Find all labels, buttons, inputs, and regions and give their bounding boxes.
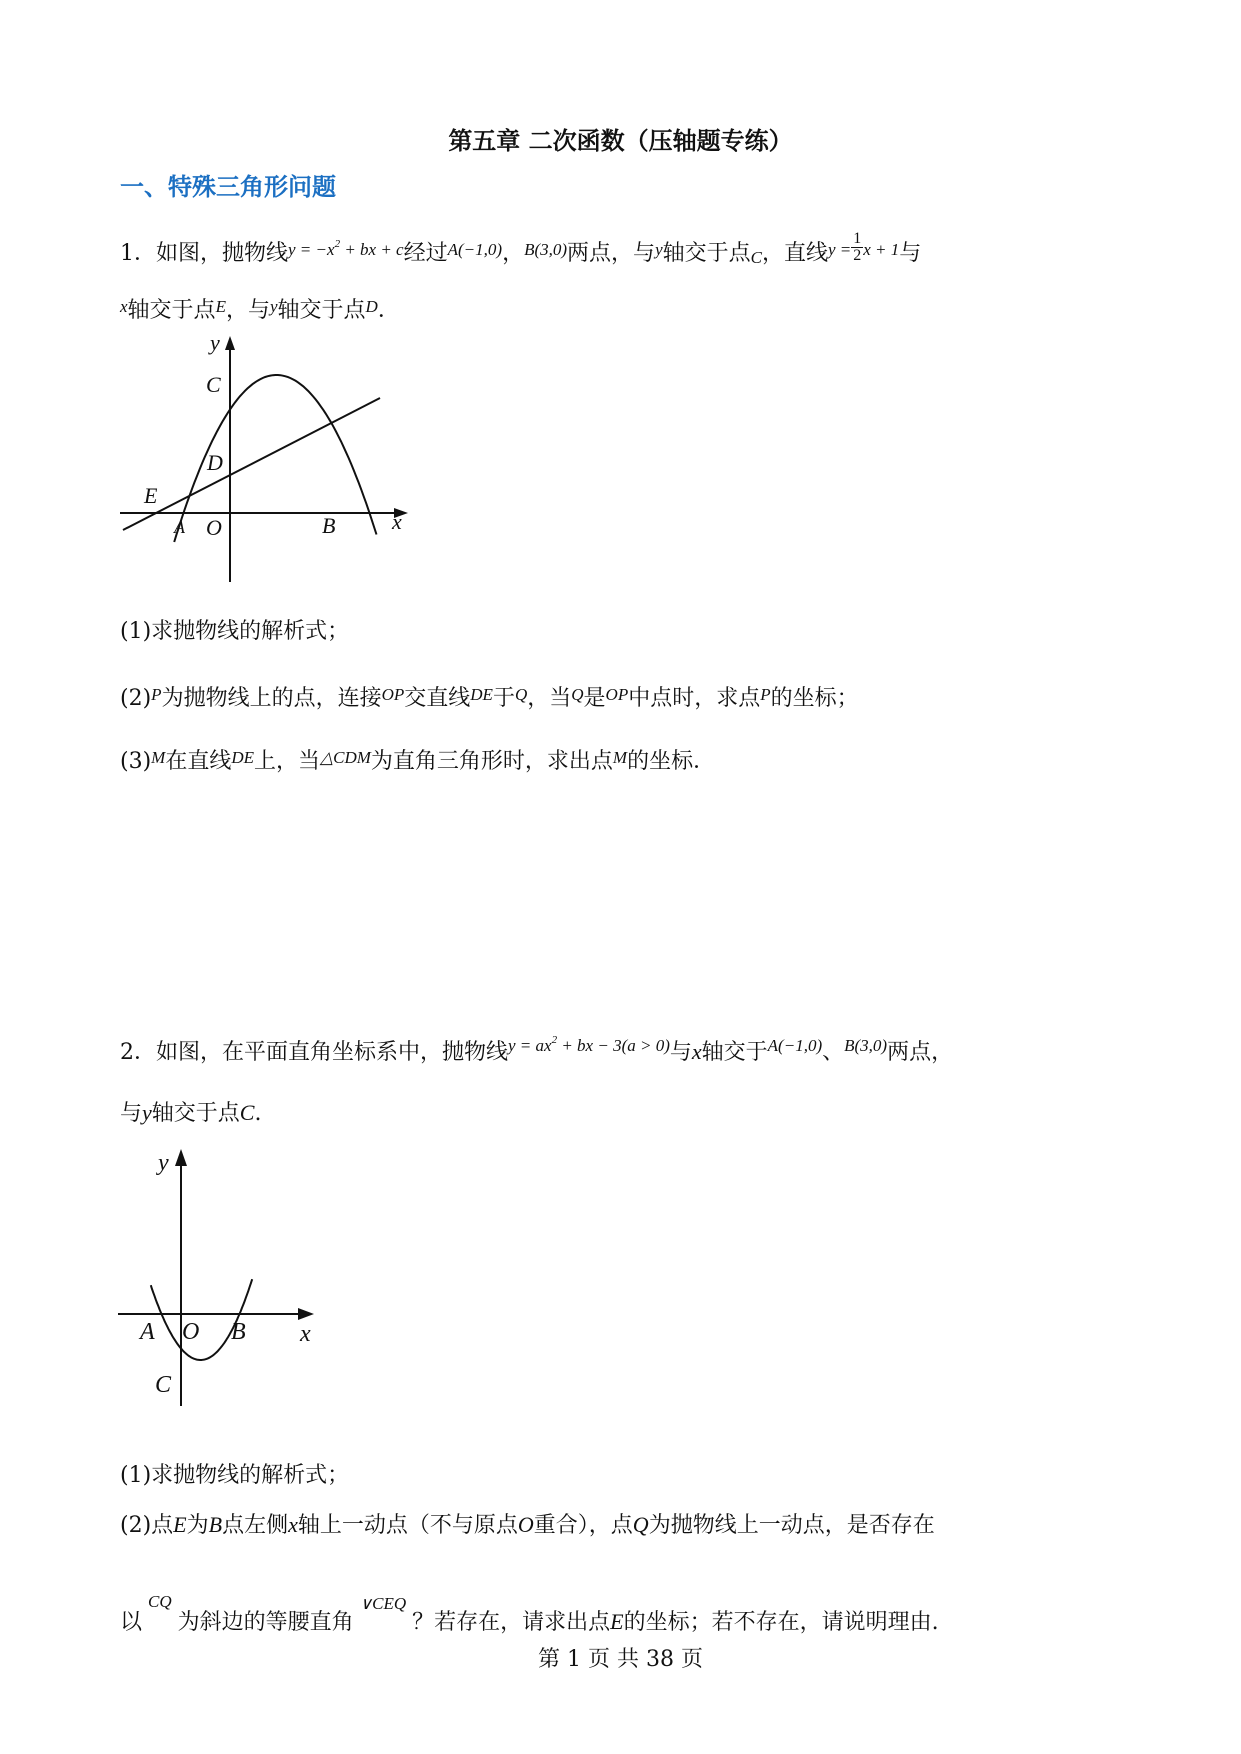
point-a: A(−1,0)	[447, 240, 503, 259]
var-d: D	[365, 297, 378, 316]
point-b: B(3,0)	[844, 1036, 888, 1055]
var-m: M	[612, 748, 628, 767]
problem-1-line-1	[120, 229, 921, 273]
var-x: x	[288, 1512, 298, 1537]
text: 如图，抛物线	[156, 241, 289, 266]
figure-2	[118, 1148, 323, 1408]
point-b: B(3,0)	[524, 240, 568, 259]
label-o: O	[206, 515, 222, 540]
line-de	[123, 398, 380, 530]
separator: ，	[502, 241, 525, 266]
problem-2-line-2: 与y轴交于点C.	[120, 1100, 262, 1126]
var-e: E	[173, 1512, 187, 1537]
var-q: Q	[571, 685, 584, 704]
var-de: DE	[231, 748, 255, 767]
var-de: DE	[470, 685, 493, 704]
parabola-equation: y = ax2 + bx − 3(a > 0)	[508, 1034, 670, 1055]
label-y: y	[210, 330, 220, 355]
var-x: x	[691, 1039, 702, 1064]
problem-1-question-3: $(3)^M$在直线$^{DE}$上，当$^{\triangle CDM}$为直角三角形时，求出点$^M$的坐标．	[120, 748, 716, 774]
text: 轴交于点	[662, 241, 751, 266]
label-a: A	[174, 517, 185, 537]
text: ，与	[225, 298, 270, 323]
problem-number: 2．	[120, 1040, 156, 1065]
label-b: B	[231, 1319, 246, 1345]
var-cq: CQ	[148, 1592, 172, 1611]
label-x: x	[392, 509, 402, 534]
var-p: P	[760, 685, 771, 704]
problem-2-question-2: (2)点E为B点左侧x轴上一动点（不与原点O重合），点Q为抛物线上一动点，是否存在	[120, 1512, 935, 1538]
line-rhs: x + 1	[863, 240, 900, 259]
var-q: Q	[514, 685, 528, 704]
text: 与	[899, 241, 922, 266]
problem-1-question-1: (1)求抛物线的解析式；	[120, 619, 350, 644]
var-y: y	[142, 1100, 152, 1125]
var-c: C	[239, 1100, 255, 1125]
var-e: E	[215, 297, 226, 316]
problem-2-line-1: 2．如图，在平面直角坐标系中，抛物线$^{y = ax^2 + bx - 3(a > 0)}$与x轴交于$^{A(-1,0)}$、$^{B(3,0)}$两点，	[120, 1034, 954, 1065]
problem-1-question-2: $(2)^P$为抛物线上的点，连接$^{OP}$交直线$^{DE}$于$^Q$，当$^Q$是$^{OP}$中点时，求点$^P$的坐标；	[120, 685, 859, 711]
label-y: y	[158, 1150, 169, 1176]
var-o: O	[517, 1512, 534, 1537]
label-d: D	[207, 450, 223, 475]
line-lhs: y =	[827, 240, 852, 259]
y-axis-arrow	[225, 336, 235, 350]
text: ．	[377, 298, 400, 323]
fraction-half: $\frac{1}{2}$	[853, 229, 862, 264]
section-heading: 一、特殊三角形问题	[120, 173, 336, 201]
var-op: OP	[381, 685, 405, 704]
var-c: C	[750, 248, 762, 267]
var-m: M	[151, 748, 166, 767]
var-q: Q	[632, 1512, 649, 1537]
problem-2-question-2-line-2: 以$^{CQ}$为斜边的等腰直角$^{\vee CEQ}$？若存在，请求出点E的坐标；若不存在，请说明理由.	[120, 1592, 939, 1635]
label-a: A	[140, 1319, 155, 1345]
var-y: y	[269, 297, 278, 316]
y-axis-arrow	[175, 1149, 187, 1166]
var-y: y	[655, 240, 663, 259]
triangle-ceq: ∨CEQ	[359, 1594, 407, 1613]
text: ，直线	[761, 241, 828, 266]
var-e: E	[610, 1609, 624, 1634]
problem-2-question-1: (1)求抛物线的解析式；	[120, 1463, 350, 1488]
label-o: O	[182, 1319, 200, 1345]
point-a: A(−1,0)	[767, 1036, 823, 1055]
var-b: B	[208, 1512, 223, 1537]
text: 经过	[403, 241, 448, 266]
var-p: P	[151, 685, 162, 704]
text: 轴交于点	[277, 298, 366, 323]
label-c: C	[155, 1372, 172, 1398]
label-b: B	[322, 513, 336, 538]
label-e: E	[144, 483, 158, 508]
var-x: x	[120, 297, 128, 316]
problem-1-line-2	[120, 292, 400, 326]
page-footer: 第 1 页 共 38 页	[538, 1647, 703, 1672]
triangle-cdm: △CDM	[320, 748, 371, 767]
label-x: x	[300, 1321, 311, 1347]
var-op: OP	[605, 685, 629, 704]
page-title: 第五章 二次函数（压轴题专练）	[448, 127, 793, 155]
x-axis-arrow	[298, 1308, 314, 1320]
problem-number: 1．	[120, 241, 156, 266]
figure-1	[118, 330, 418, 582]
text: 两点，与	[567, 241, 656, 266]
parabola-curve	[174, 375, 376, 542]
label-c: C	[206, 372, 221, 397]
parabola-equation: y = −x2 + bx + c	[288, 238, 404, 259]
text: 轴交于点	[127, 298, 216, 323]
